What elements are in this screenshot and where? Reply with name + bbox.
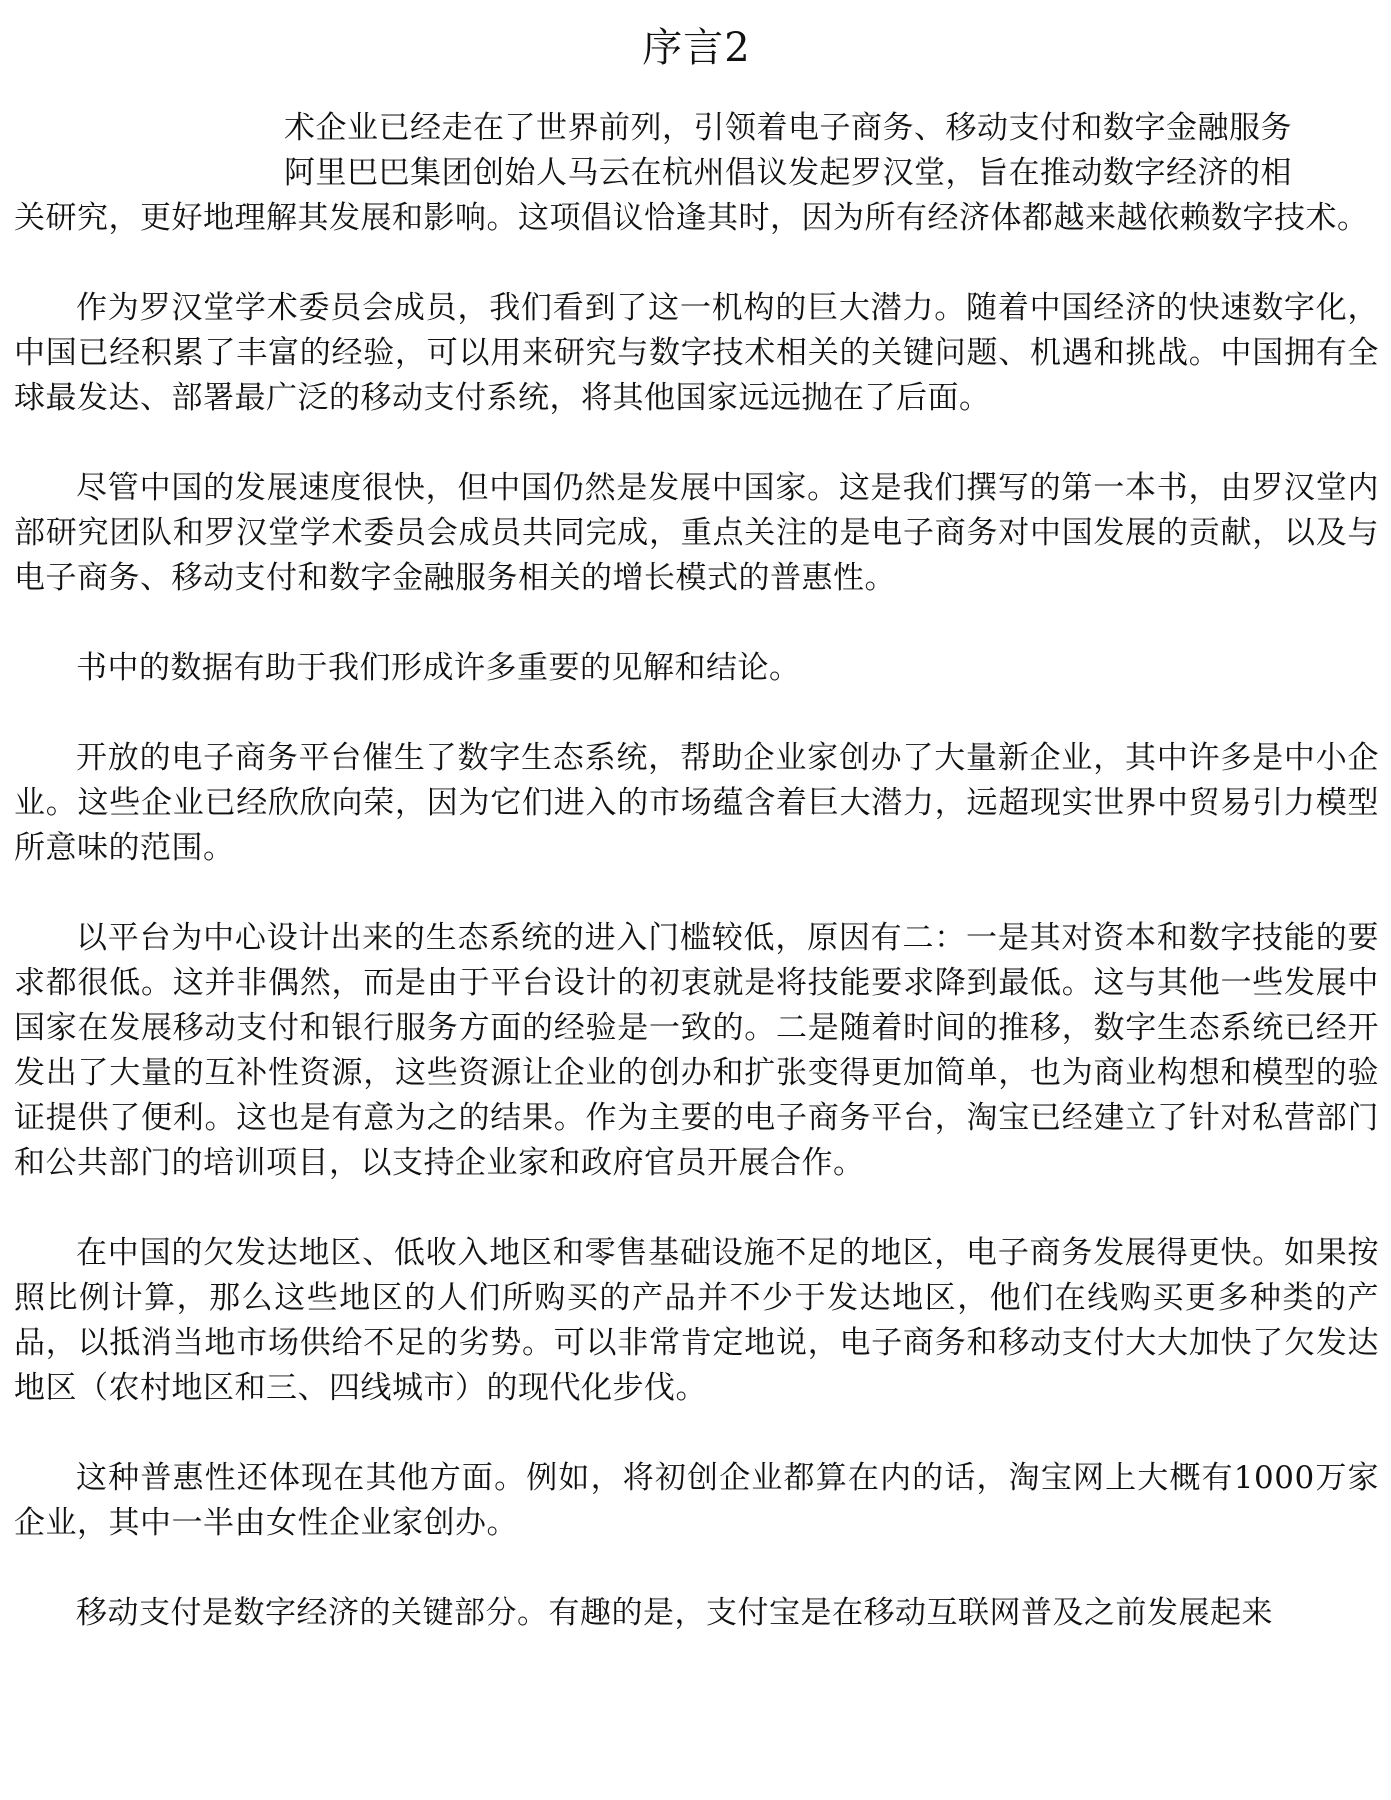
paragraph-8: 移动支付是数字经济的关键部分。有趣的是，支付宝是在移动互联网普及之前发展起来	[76, 1595, 1273, 1631]
paragraph-5: 以平台为中心设计出来的生态系统的进入门槛较低，原因有二：一是其对资本和数字技能的要求都很低。这并非偶然，而是由于平台设计的初衷就是将技能要求降到最低。这与其他一些发展中国家在发展移动支付和银行服务方面的经验是一致的。二是随着时间的推移，数字生态系统已经开发出了大量的互补性资源，这些资源让企业的创办和扩张变得更加简单，也为商业构想和模型的验证提供了便利。这也是有意为之的结果。作为主要的电子商务平台，淘宝已经建立了针对私营部门和公共部门的培训项目，以支持企业家和政府官员开展合作。	[14, 920, 1379, 1181]
paragraph-7: 这种普惠性还体现在其他方面。例如，将初创企业都算在内的话，淘宝网上大概有1000万家企业，其中一半由女性企业家创办。	[14, 1460, 1379, 1541]
paragraph-4: 开放的电子商务平台催生了数字生态系统，帮助企业家创办了大量新企业，其中许多是中小企业。这些企业已经欣欣向荣，因为它们进入的市场蕴含着巨大潜力，远超现实世界中贸易引力模型所意味的范围。	[14, 740, 1379, 866]
paragraph-6: 在中国的欠发达地区、低收入地区和零售基础设施不足的地区，电子商务发展得更快。如果按照比例计算，那么这些地区的人们所购买的产品并不少于发达地区，他们在线购买更多种类的产品，以抵消当地市场供给不足的劣势。可以非常肯定地说，电子商务和移动支付大大加快了欠发达地区（农村地区和三、四线城市）的现代化步伐。	[14, 1235, 1379, 1406]
opening-line-1: 术企业已经走在了世界前列，引领着电子商务、移动支付和数字金融服务	[284, 110, 1292, 146]
opening-paragraph	[14, 106, 1379, 241]
body-text	[14, 106, 1379, 1636]
paragraph-3: 书中的数据有助于我们形成许多重要的见解和结论。	[76, 650, 801, 686]
opening-line-2: 阿里巴巴集团创始人马云在杭州倡议发起罗汉堂，旨在推动数字经济的相	[284, 155, 1292, 191]
opening-rest: 关研究，更好地理解其发展和影响。这项倡议恰逢其时，因为所有经济体都越来越依赖数字技术。	[14, 200, 1369, 236]
paragraph-2: 尽管中国的发展速度很快，但中国仍然是发展中国家。这是我们撰写的第一本书，由罗汉堂内部研究团队和罗汉堂学术委员会成员共同完成，重点关注的是电子商务对中国发展的贡献，以及与电子商务、移动支付和数字金融服务相关的增长模式的普惠性。	[14, 470, 1379, 596]
paragraph-1: 作为罗汉堂学术委员会成员，我们看到了这一机构的巨大潜力。随着中国经济的快速数字化，中国已经积累了丰富的经验，可以用来研究与数字技术相关的关键问题、机遇和挑战。中国拥有全球最发达、部署最广泛的移动支付系统，将其他国家远远抛在了后面。	[14, 290, 1379, 416]
page-title: 序言2	[642, 25, 751, 71]
